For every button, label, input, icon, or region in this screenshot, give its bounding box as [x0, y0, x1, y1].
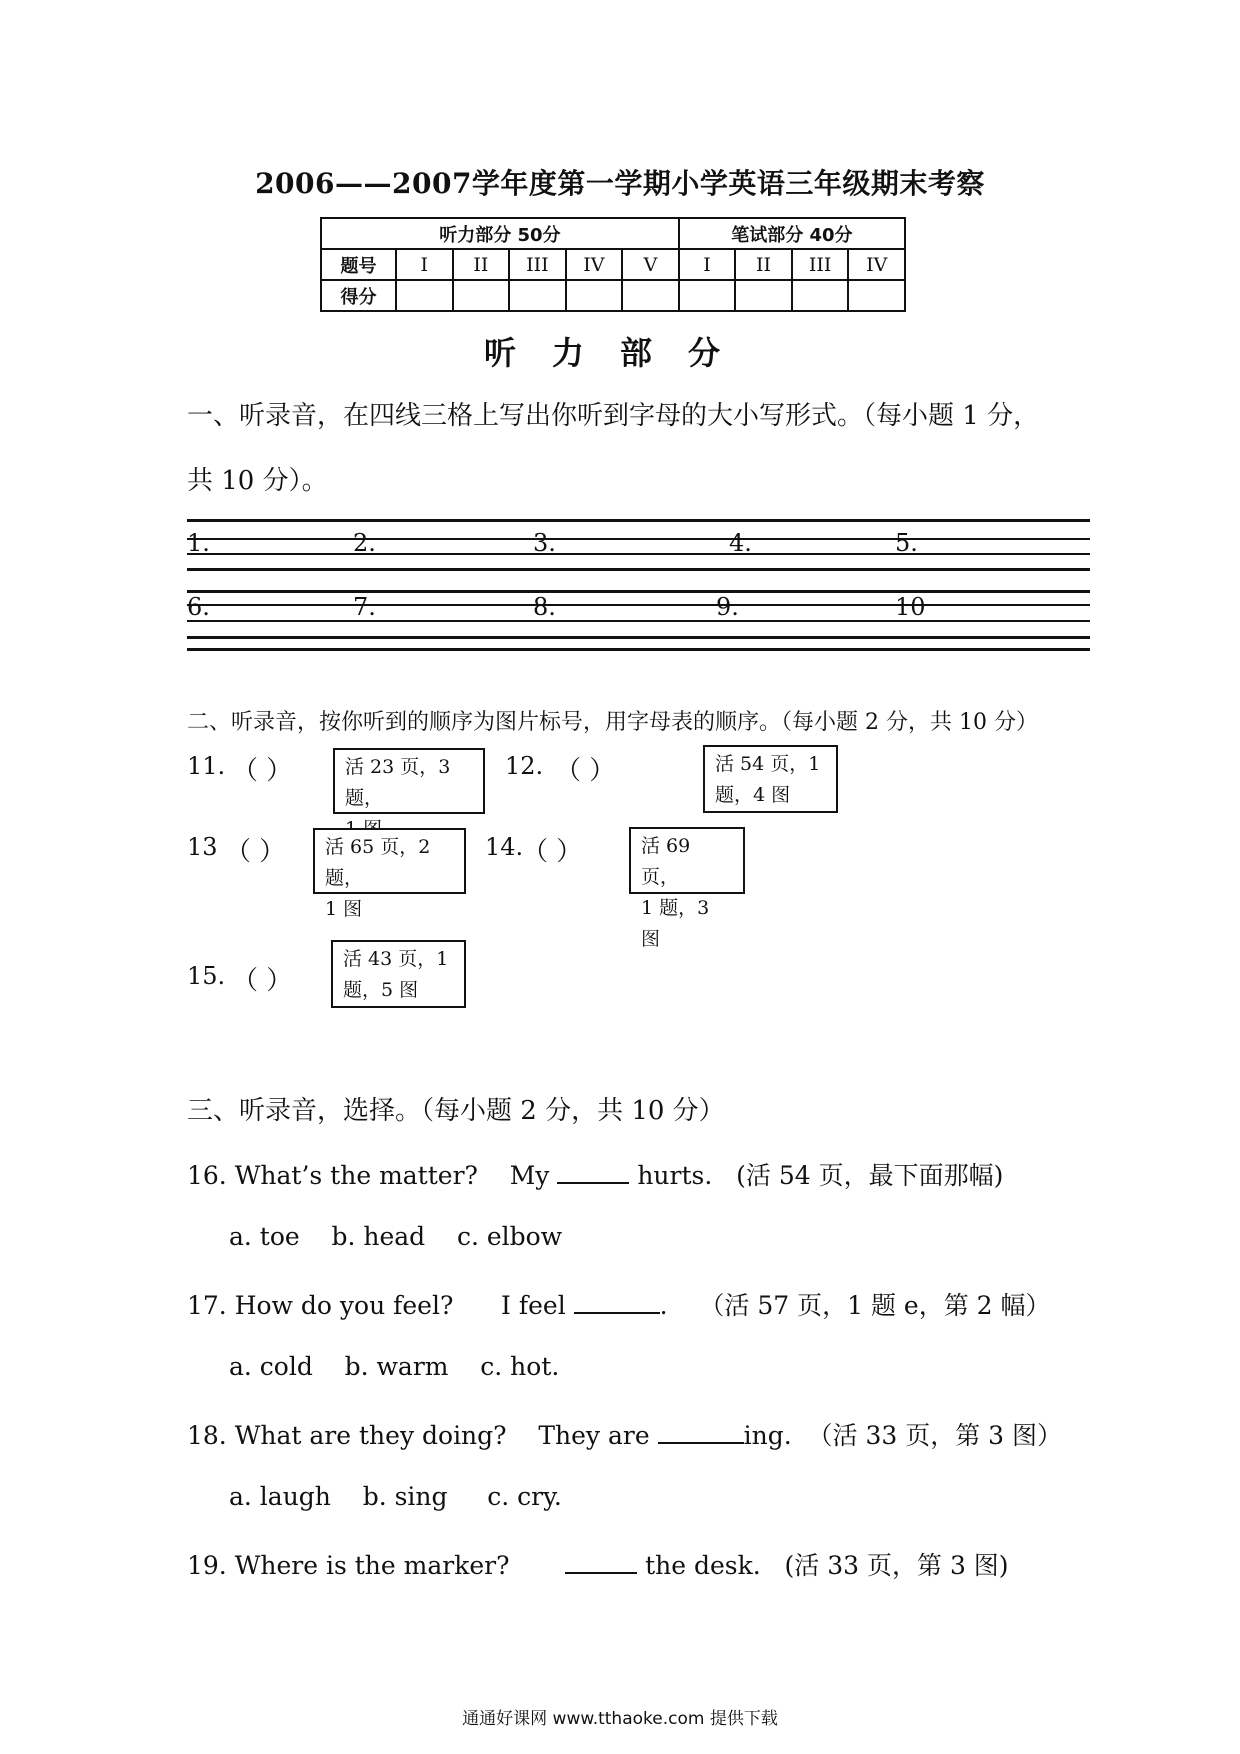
score-cell: [679, 280, 736, 311]
guide-line: [187, 538, 1090, 540]
guide-line: [187, 604, 1090, 606]
question-18: [187, 1416, 1062, 1452]
picture-reference-box: [333, 748, 485, 814]
letter-slot-number: 4.: [729, 529, 752, 557]
score-cell: [509, 280, 566, 311]
score-table: [320, 217, 906, 312]
question-text: . （活 57 页，1 题 e，第 2 幅）: [659, 1291, 1051, 1320]
picture-reference-text: 活 23 页，3 题，: [345, 756, 451, 809]
letter-slot-number: 2.: [353, 529, 376, 557]
picture-reference-box: [629, 827, 745, 950]
answer-parentheses: （ ）: [232, 756, 293, 786]
section-heading: 听力部分: [483, 334, 756, 372]
letter-slot-number: 6.: [187, 593, 210, 621]
guide-line: [187, 553, 1090, 555]
picture-reference-box: [703, 745, 838, 813]
answer-parentheses: （ ）: [232, 966, 293, 996]
picture-reference-text: 题，5 图: [343, 979, 419, 1001]
score-cell: [453, 280, 510, 311]
numeral-cell: I: [679, 249, 736, 280]
question-number-label: 题号: [321, 249, 396, 280]
score-cell: [622, 280, 679, 311]
picture-reference-text: 活 43 页，1: [343, 948, 449, 970]
picture-reference-text: 题，4 图: [715, 784, 791, 806]
picture-reference-box: [331, 940, 466, 1008]
letter-slot-number: 7.: [353, 593, 376, 621]
score-cell: [792, 280, 849, 311]
answer-blank[interactable]: [574, 1312, 660, 1314]
question-text: 17. How do you feel? I feel: [187, 1291, 574, 1320]
numeral-cell: III: [509, 249, 566, 280]
score-label: 得分: [321, 280, 396, 311]
part2-instruction: 二、听录音，按你听到的顺序为图片标号，用字母表的顺序。（每小题 2 分，共 10 分）: [187, 710, 1038, 735]
letter-slot-number: 1.: [187, 529, 210, 557]
answer-blank[interactable]: [565, 1572, 637, 1574]
part1-instruction-line1: 一、听录音，在四线三格上写出你听到字母的大小写形式。（每小题 1 分，: [187, 401, 1040, 431]
answer-parentheses: （ ）: [522, 837, 583, 867]
question-16-options: a. toe b. head c. elbow: [229, 1222, 563, 1251]
writing-header: 笔试部分 40分: [679, 218, 905, 249]
numeral-cell: III: [792, 249, 849, 280]
question-text: ing. （活 33 页，第 3 图）: [743, 1421, 1063, 1450]
answer-parentheses: （ ）: [555, 756, 616, 786]
numeral-cell: II: [735, 249, 792, 280]
item-number: 14.: [485, 833, 524, 861]
letter-slot-number: 8.: [533, 593, 556, 621]
answer-parentheses: （ ）: [225, 837, 286, 867]
question-17-options: a. cold b. warm c. hot.: [229, 1352, 560, 1381]
score-cell: [848, 280, 905, 311]
item-number: 13: [187, 833, 218, 861]
guide-line: [187, 636, 1090, 639]
exam-title: 2006——2007学年度第一学期小学英语三年级期末考察: [255, 167, 985, 200]
question-text: hurts. (活 54 页，最下面那幅): [629, 1161, 1004, 1190]
question-text: 18. What are they doing? They are: [187, 1421, 658, 1450]
letter-slot-number: 9.: [716, 593, 739, 621]
numeral-cell: II: [453, 249, 510, 280]
score-cell: [396, 280, 453, 311]
numeral-cell: I: [396, 249, 453, 280]
picture-reference-box: [313, 828, 466, 920]
question-16: [187, 1156, 1003, 1192]
question-text: 19. Where is the marker?: [187, 1551, 566, 1580]
listening-header: 听力部分 50分: [321, 218, 679, 249]
question-text: 16. What’s the matter? My: [187, 1161, 558, 1190]
answer-blank[interactable]: [658, 1442, 744, 1444]
guide-line: [187, 620, 1090, 622]
picture-reference-text: 活 69 页，: [641, 835, 691, 888]
letter-slot-number: 10: [895, 593, 926, 621]
guide-line: [187, 519, 1090, 522]
question-19: [187, 1546, 1009, 1582]
numeral-cell: V: [622, 249, 679, 280]
picture-reference-text: 1 图: [325, 898, 363, 920]
letter-slot-number: 5.: [895, 529, 918, 557]
item-number: 12.: [505, 752, 544, 780]
score-cell: [566, 280, 623, 311]
guide-line: [187, 648, 1090, 651]
question-18-options: a. laugh b. sing c. cry.: [229, 1482, 562, 1511]
score-cell: [735, 280, 792, 311]
question-text: the desk. (活 33 页，第 3 图): [637, 1551, 1009, 1580]
guide-line: [187, 568, 1090, 571]
answer-blank[interactable]: [557, 1182, 629, 1184]
picture-reference-text: 1 题，3 图: [641, 897, 710, 950]
part1-instruction-line2: 共 10 分）。: [187, 466, 328, 496]
item-number: 15.: [187, 962, 226, 990]
question-17: [187, 1286, 1051, 1322]
numeral-cell: IV: [848, 249, 905, 280]
part3-instruction: 三、听录音，选择。（每小题 2 分，共 10 分）: [187, 1096, 725, 1126]
picture-reference-text: 活 54 页，1: [715, 753, 821, 775]
letter-slot-number: 3.: [533, 529, 556, 557]
picture-reference-text: 活 65 页，2 题，: [325, 836, 431, 889]
footer-credit: 通通好课网 www.tthaoke.com 提供下载: [462, 1709, 778, 1729]
item-number: 11.: [187, 752, 226, 780]
numeral-cell: IV: [566, 249, 623, 280]
guide-line: [187, 590, 1090, 593]
